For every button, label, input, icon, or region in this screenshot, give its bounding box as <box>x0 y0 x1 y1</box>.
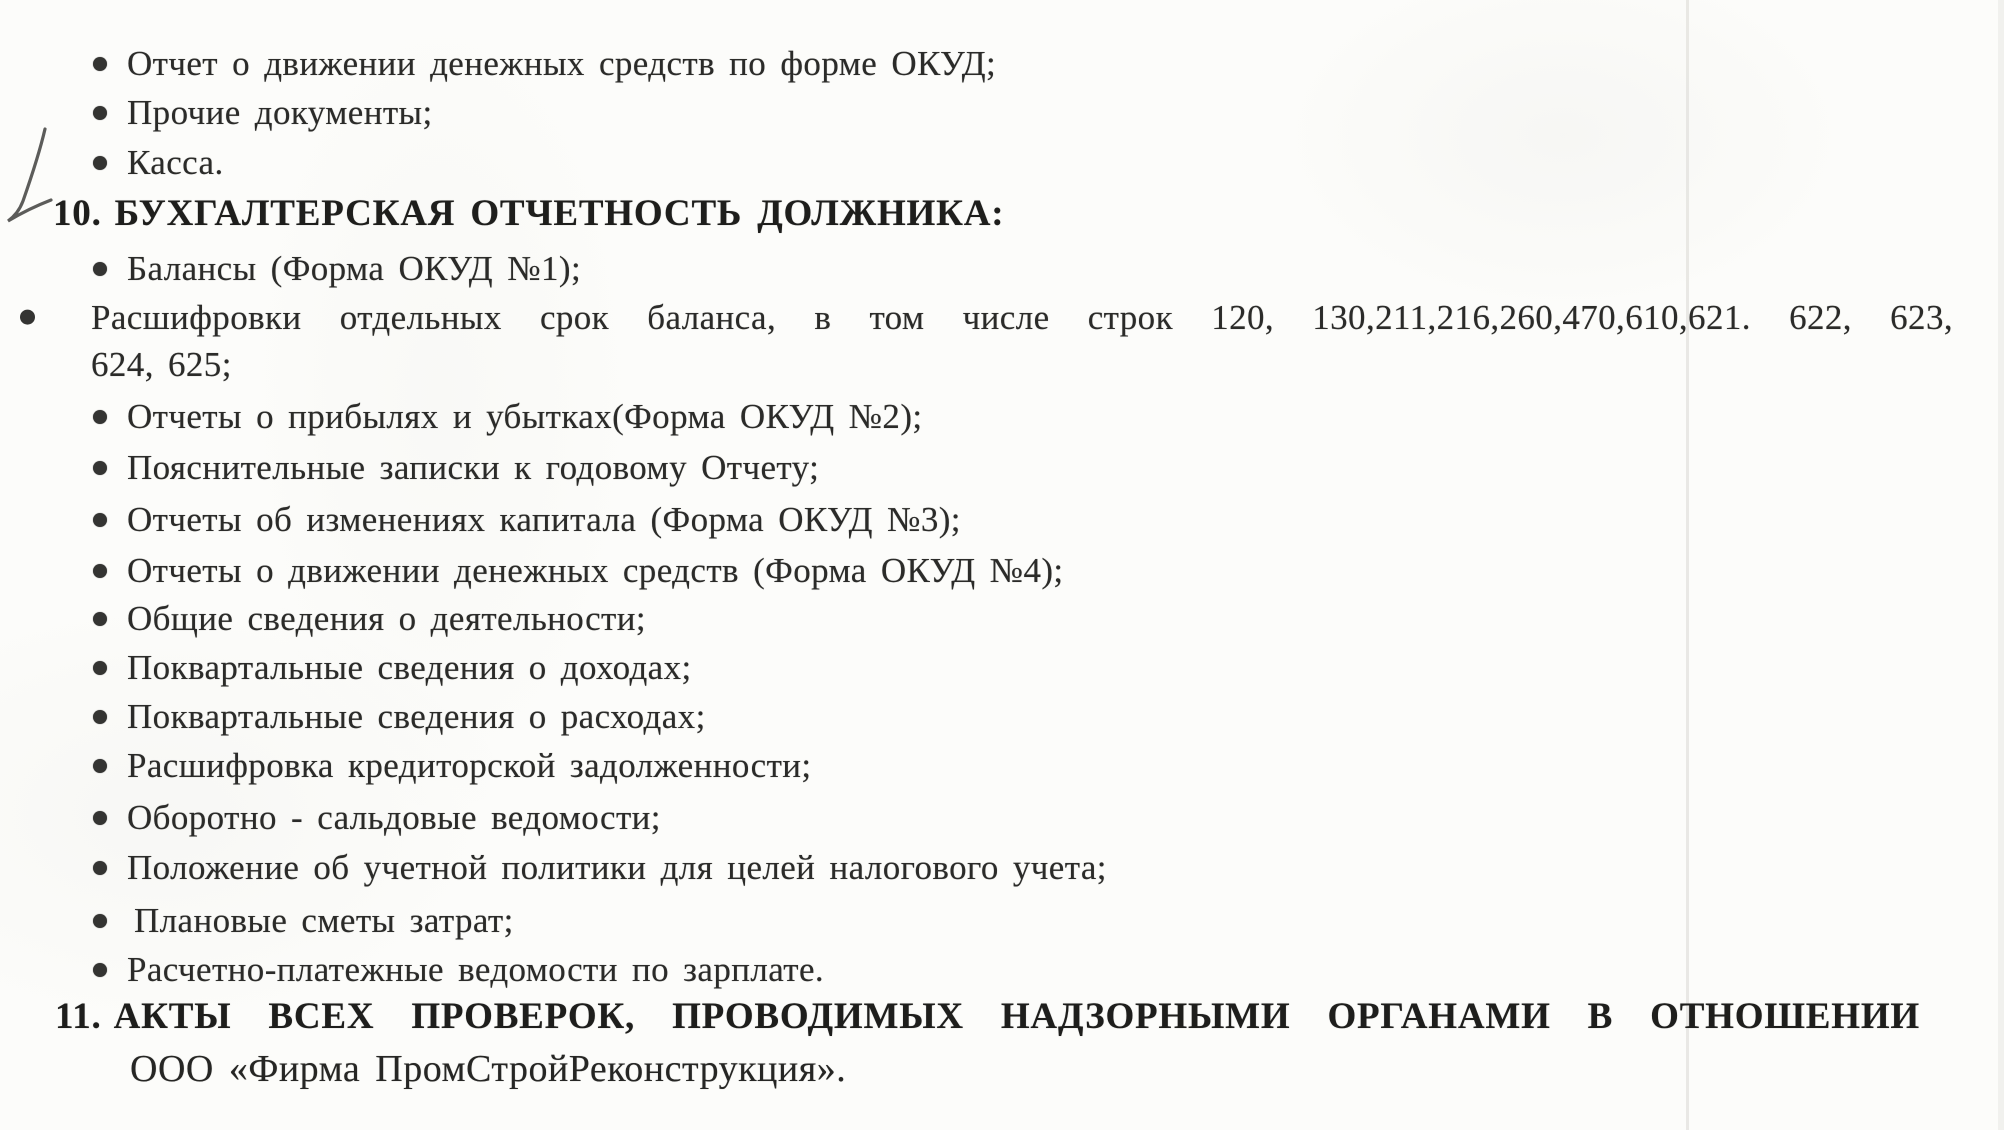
list-item <box>93 692 706 742</box>
list-item <box>93 793 661 843</box>
bullet-icon <box>93 106 107 120</box>
list-item <box>93 244 581 294</box>
scan-fold-line <box>1686 0 1689 1130</box>
list-item-text: Пояснительные записки к годовому Отчету; <box>127 448 820 487</box>
list-item <box>93 546 1064 596</box>
list-item <box>93 39 996 89</box>
list-item <box>93 495 961 545</box>
list-item <box>93 443 819 493</box>
bullet-icon <box>93 461 107 475</box>
section-10-heading <box>53 187 1004 241</box>
list-item-decoding-wrap <box>91 340 232 390</box>
bullet-icon <box>93 861 107 875</box>
bullet-icon <box>93 262 107 276</box>
list-item <box>93 741 812 791</box>
list-item-text: Расшифровка кредиторской задолженности; <box>127 746 812 785</box>
section-number: 10. <box>53 193 102 234</box>
list-item-text: Положение об учетной политики для целей налогового учета; <box>127 848 1107 887</box>
list-item-text: Отчет о движении денежных средств по форме ОКУД; <box>127 44 997 83</box>
list-item-text: Общие сведения о деятельности; <box>127 599 646 638</box>
list-item-text: Оборотно - сальдовые ведомости; <box>127 798 661 837</box>
list-item <box>93 843 1107 893</box>
list-item-decoding <box>91 293 1953 343</box>
list-item-text: Отчеты об изменениях капитала (Форма ОКУД №3); <box>127 500 961 539</box>
section-number: 11. <box>55 996 102 1037</box>
bullet-icon <box>93 57 107 71</box>
paper-edge-shading <box>1998 0 2004 1130</box>
section-title: БУХГАЛТЕРСКАЯ ОТЧЕТНОСТЬ ДОЛЖНИКА: <box>114 193 1005 234</box>
list-item <box>93 643 692 693</box>
list-item-text: Отчеты о движении денежных средств (Форма ОКУД №4); <box>127 551 1064 590</box>
bullet-icon <box>93 759 107 773</box>
list-item-text: Расшифровки отдельных срок баланса, в том числе строк 120, 130,211,216,260,470,610,621. 622, 623, <box>91 298 1953 337</box>
section-11-org-line <box>130 1042 846 1096</box>
list-item-text: Отчеты о прибылях и убытках(Форма ОКУД №2); <box>127 397 923 436</box>
list-item <box>93 896 514 946</box>
list-item-text: 624, 625; <box>91 345 232 384</box>
list-item-text: Поквартальные сведения о доходах; <box>127 648 692 687</box>
section-11-heading <box>55 990 1920 1044</box>
list-item-text: Расчетно-платежные ведомости по зарплате. <box>127 950 825 989</box>
list-item-text: Прочие документы; <box>127 93 433 132</box>
list-item <box>93 594 646 644</box>
bullet-icon <box>93 156 107 170</box>
section-title: АКТЫ ВСЕХ ПРОВЕРОК, ПРОВОДИМЫХ НАДЗОРНЫМИ ОРГАНАМИ В ОТНОШЕНИИ <box>113 996 1920 1037</box>
list-item-text: Поквартальные сведения о расходах; <box>127 697 706 736</box>
bullet-icon <box>93 914 107 928</box>
list-item-text: Балансы (Форма ОКУД №1); <box>127 249 582 288</box>
bullet-icon <box>93 963 107 977</box>
bullet-icon <box>93 811 107 825</box>
bullet-icon <box>93 513 107 527</box>
organization-name: ООО «Фирма ПромСтройРеконструкция». <box>130 1048 847 1090</box>
list-item <box>93 88 433 138</box>
list-item <box>93 945 824 995</box>
bullet-icon <box>93 564 107 578</box>
list-item <box>93 392 923 442</box>
bullet-icon <box>93 661 107 675</box>
list-item-text: Плановые сметы затрат; <box>134 901 514 940</box>
bullet-icon <box>93 710 107 724</box>
bullet-icon <box>20 310 35 325</box>
list-item <box>93 138 224 188</box>
list-item-text: Касса. <box>127 143 224 182</box>
bullet-icon <box>93 410 107 424</box>
bullet-icon <box>93 612 107 626</box>
